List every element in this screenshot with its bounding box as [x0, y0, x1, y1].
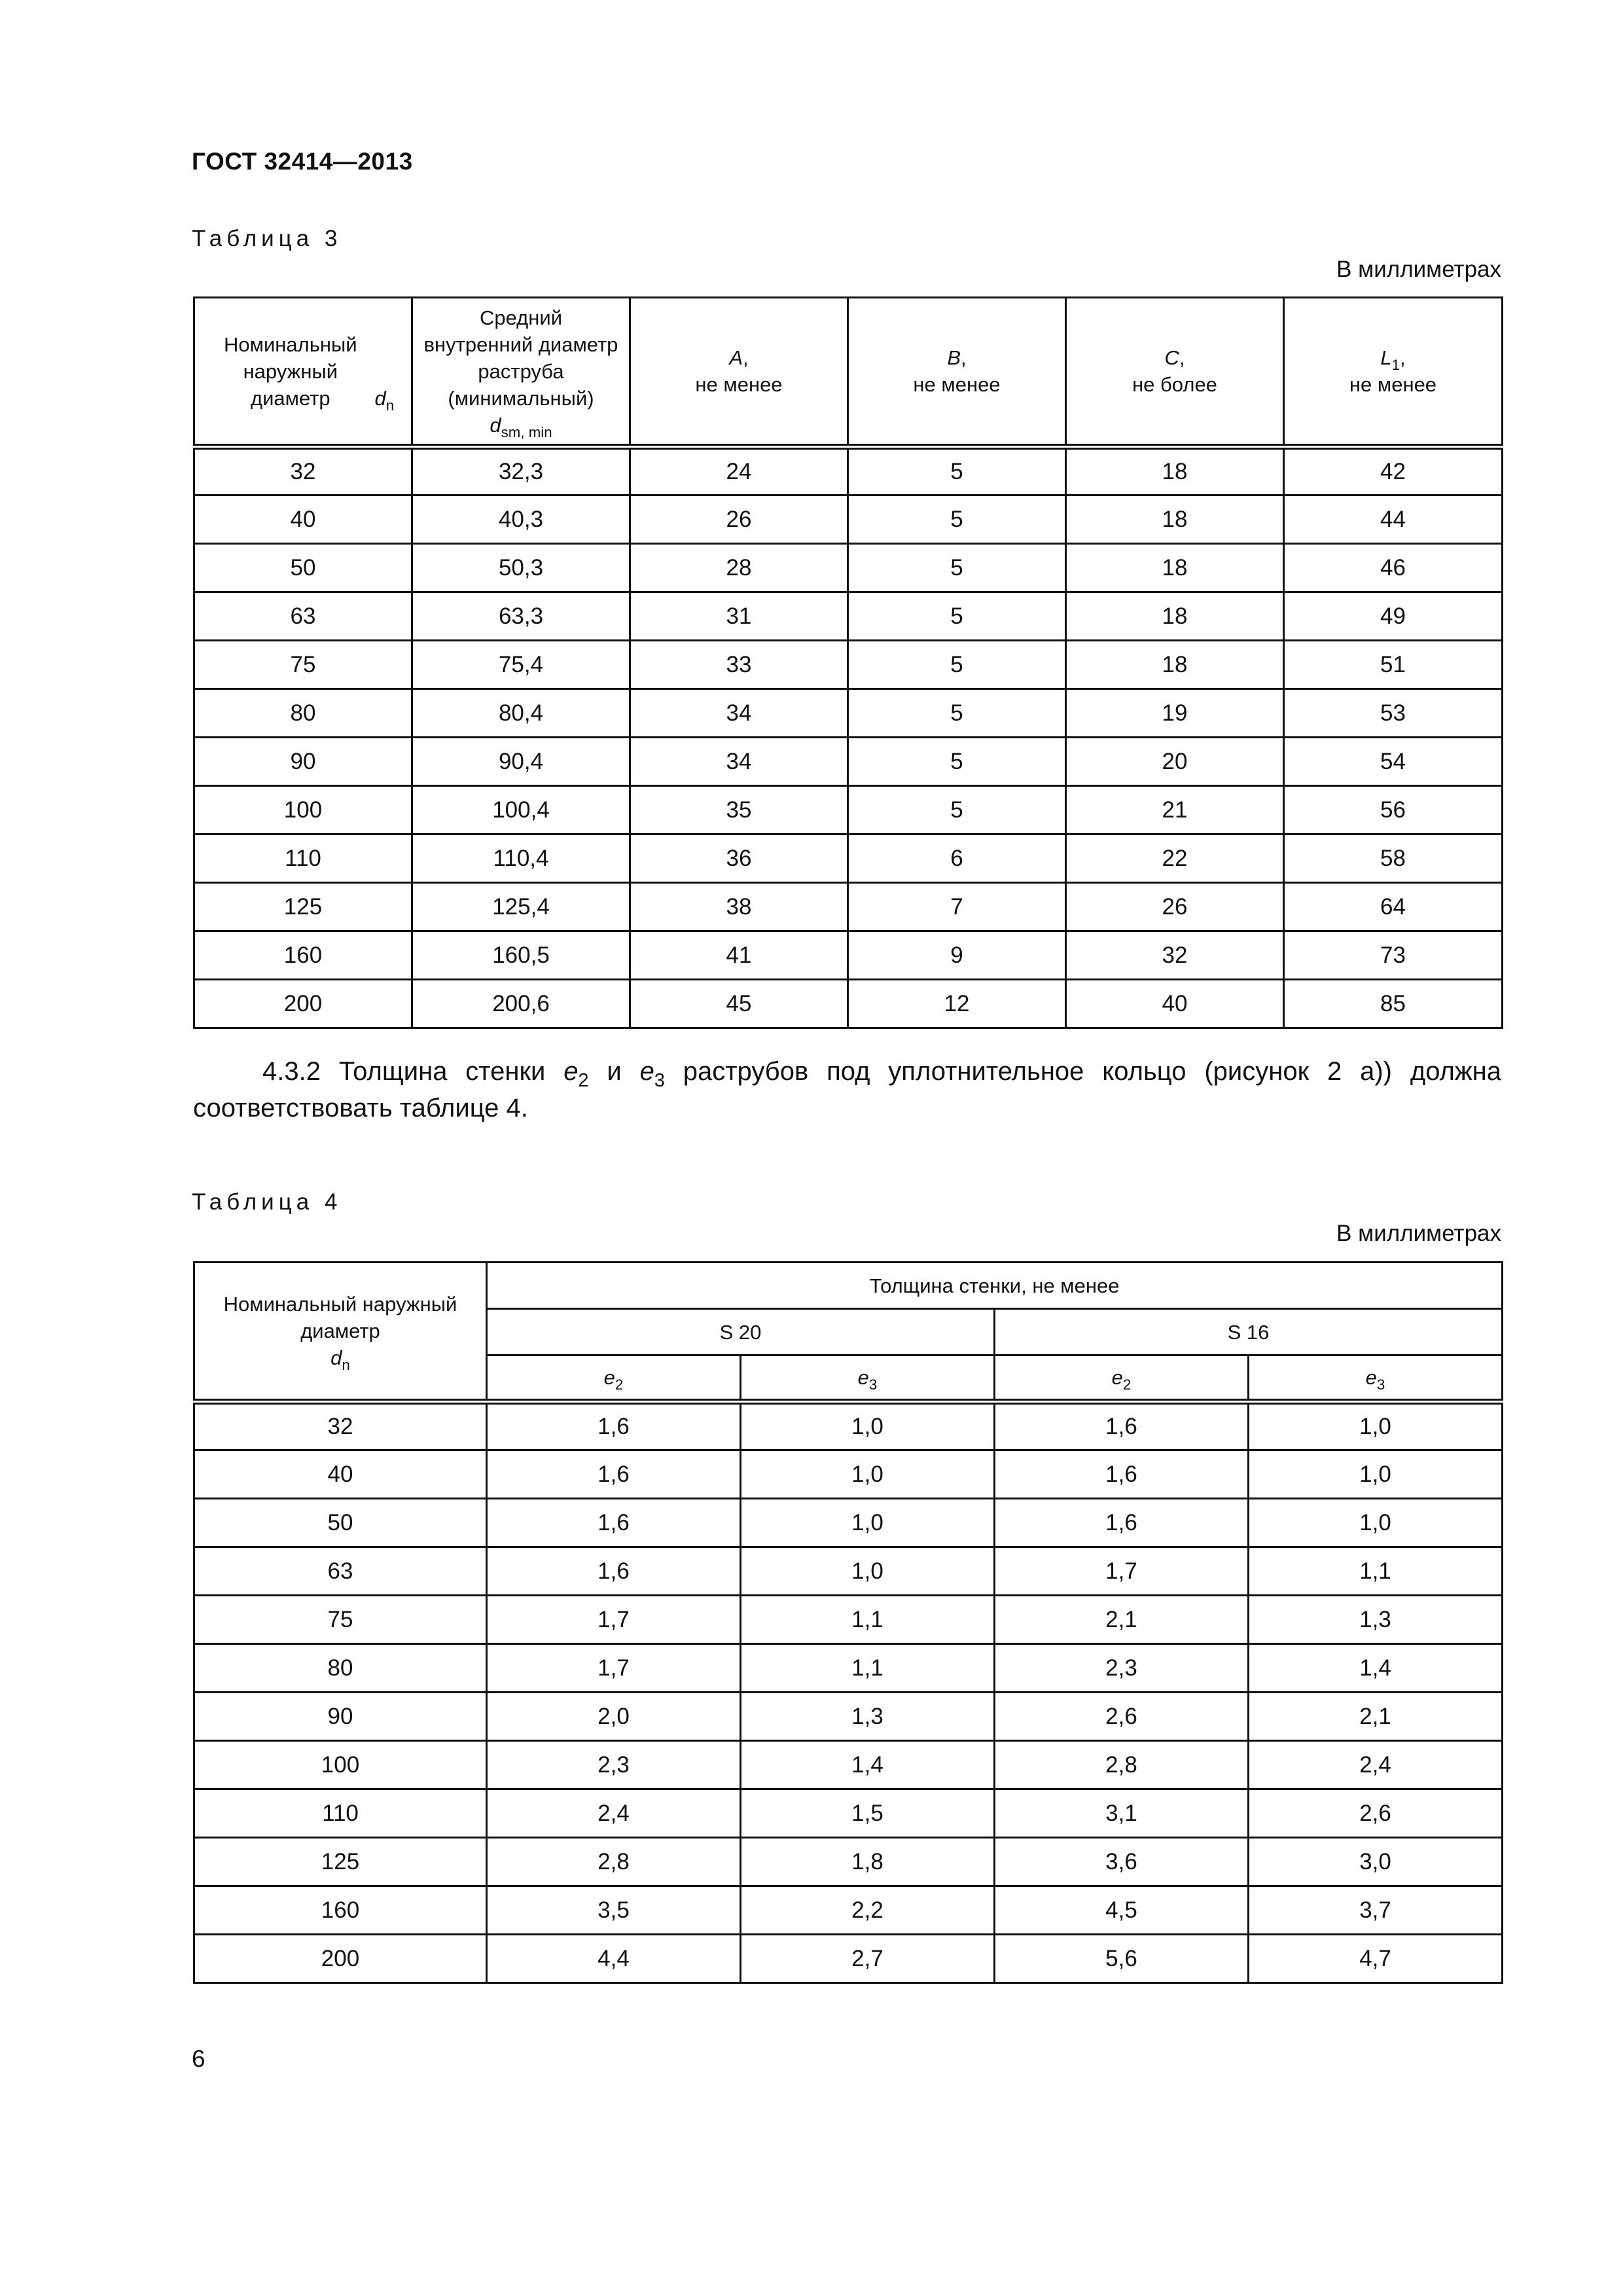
- table-cell: 2,3: [487, 1741, 741, 1789]
- table-cell: 5: [848, 495, 1066, 544]
- document-header: ГОСТ 32414—2013: [192, 148, 413, 175]
- table-cell: 50,3: [412, 544, 630, 592]
- table-cell: 5: [848, 738, 1066, 786]
- table-cell: 1,0: [741, 1547, 995, 1596]
- table-cell: 36: [630, 834, 848, 883]
- table-cell: 75,4: [412, 641, 630, 689]
- table-cell: 18: [1066, 641, 1284, 689]
- table-row: [194, 834, 1503, 883]
- table-cell: 1,3: [741, 1693, 995, 1741]
- table-cell: 1,0: [741, 1499, 995, 1547]
- table-cell: 2,4: [487, 1789, 741, 1838]
- table-cell: 110,4: [412, 834, 630, 883]
- table-row: [194, 1402, 1503, 1450]
- table-cell: 1,5: [741, 1789, 995, 1838]
- table-row: [194, 592, 1503, 641]
- table-cell: 34: [630, 689, 848, 738]
- table-cell: 1,0: [1249, 1499, 1503, 1547]
- table-row: [194, 1644, 1503, 1693]
- table4-header-wall-thickness: Толщина стенки, не менее: [487, 1263, 1503, 1309]
- table-cell: 125: [194, 883, 412, 931]
- table-cell: 1,0: [1249, 1402, 1503, 1450]
- table-cell: 40: [1066, 980, 1284, 1028]
- table-cell: 50: [194, 1499, 487, 1547]
- table-cell: 4,7: [1249, 1935, 1503, 1983]
- table-row: [194, 883, 1503, 931]
- table-cell: 5: [848, 592, 1066, 641]
- table-row: [194, 1693, 1503, 1741]
- table-cell: 1,4: [741, 1741, 995, 1789]
- table-cell: 160: [194, 1886, 487, 1935]
- table-cell: 1,6: [995, 1499, 1249, 1547]
- table-cell: 49: [1284, 592, 1503, 641]
- table-cell: 35: [630, 786, 848, 834]
- table-row: [194, 641, 1503, 689]
- table4-header-s16: S 16: [995, 1309, 1503, 1355]
- table-cell: 75: [194, 1596, 487, 1644]
- table3-header-l1: $L_1$, не менее: [1284, 298, 1503, 447]
- table-cell: 160: [194, 931, 412, 980]
- table-cell: 5: [848, 786, 1066, 834]
- table-cell: 41: [630, 931, 848, 980]
- table-row: [194, 1741, 1503, 1789]
- table-cell: 3,6: [995, 1838, 1249, 1886]
- table-cell: 33: [630, 641, 848, 689]
- table-cell: 5: [848, 689, 1066, 738]
- table-cell: 2,6: [1249, 1789, 1503, 1838]
- table-cell: 1,1: [1249, 1547, 1503, 1596]
- table-cell: 73: [1284, 931, 1503, 980]
- table3-body: [194, 447, 1503, 1028]
- table-cell: 9: [848, 931, 1066, 980]
- table-cell: 1,4: [1249, 1644, 1503, 1693]
- table3-header-b: B, не менее: [848, 298, 1066, 447]
- table-cell: 3,7: [1249, 1886, 1503, 1935]
- table-cell: 63: [194, 592, 412, 641]
- table-cell: 18: [1066, 544, 1284, 592]
- header-text: Средний внутренний диаметр раструба (минимальный): [423, 306, 618, 410]
- table-cell: 34: [630, 738, 848, 786]
- table-cell: 18: [1066, 495, 1284, 544]
- table3-header-c: C, не более: [1066, 298, 1284, 447]
- table-row: [194, 1499, 1503, 1547]
- table-cell: 1,0: [1249, 1450, 1503, 1499]
- table-cell: 1,6: [487, 1547, 741, 1596]
- table-cell: 1,7: [487, 1596, 741, 1644]
- table-cell: 18: [1066, 592, 1284, 641]
- table3-header-mean-inner-diameter: Средний внутренний диаметр раструба (минимальный) $d_{sm, min}$: [412, 298, 630, 447]
- table-cell: 1,1: [741, 1596, 995, 1644]
- table-cell: 21: [1066, 786, 1284, 834]
- table4-header-s20: S 20: [487, 1309, 995, 1355]
- table-cell: 2,1: [1249, 1693, 1503, 1741]
- table-cell: 40,3: [412, 495, 630, 544]
- table-cell: 80: [194, 689, 412, 738]
- table-row: [194, 1547, 1503, 1596]
- table-cell: 64: [1284, 883, 1503, 931]
- table-row: [194, 495, 1503, 544]
- table-cell: 110: [194, 1789, 487, 1838]
- table-cell: 18: [1066, 447, 1284, 495]
- table-cell: 2,3: [995, 1644, 1249, 1693]
- table-cell: 160,5: [412, 931, 630, 980]
- table-cell: 1,0: [741, 1402, 995, 1450]
- table-cell: 1,6: [487, 1499, 741, 1547]
- table-cell: 26: [1066, 883, 1284, 931]
- table3-header-a: A, не менее: [630, 298, 848, 447]
- table-cell: 2,8: [995, 1741, 1249, 1789]
- table-cell: 31: [630, 592, 848, 641]
- table-cell: 1,8: [741, 1838, 995, 1886]
- table-cell: 40: [194, 495, 412, 544]
- header-text: Номинальный наружный диаметр: [223, 1293, 457, 1342]
- table-cell: 90: [194, 1693, 487, 1741]
- table-row: [194, 1450, 1503, 1499]
- table-cell: 32: [194, 1402, 487, 1450]
- table-cell: 90,4: [412, 738, 630, 786]
- page-number: 6: [192, 2045, 205, 2072]
- table-cell: 22: [1066, 834, 1284, 883]
- table-cell: 51: [1284, 641, 1503, 689]
- table4-units: В миллиметрах: [1336, 1221, 1501, 1246]
- table-row: [194, 1838, 1503, 1886]
- table4-body: [194, 1402, 1503, 1983]
- table4-caption: Таблица 4: [192, 1189, 342, 1215]
- table-row: [194, 1789, 1503, 1838]
- table-cell: 63: [194, 1547, 487, 1596]
- table-cell: 50: [194, 544, 412, 592]
- table-cell: 200: [194, 1935, 487, 1983]
- table-row: [194, 980, 1503, 1028]
- table4-header-nominal-diameter: Номинальный наружный диаметр $d_n$: [194, 1263, 487, 1402]
- table-cell: 100: [194, 786, 412, 834]
- table-cell: 5: [848, 447, 1066, 495]
- table-row: [194, 1935, 1503, 1983]
- table-cell: 1,6: [487, 1450, 741, 1499]
- table-cell: 110: [194, 834, 412, 883]
- table-cell: 125,4: [412, 883, 630, 931]
- table-cell: 44: [1284, 495, 1503, 544]
- table-cell: 58: [1284, 834, 1503, 883]
- table-row: [194, 1886, 1503, 1935]
- table-cell: 100: [194, 1741, 487, 1789]
- table-cell: 2,7: [741, 1935, 995, 1983]
- table-cell: 2,0: [487, 1693, 741, 1741]
- table4-header-s16-e3: $e_3$: [1249, 1355, 1503, 1402]
- table-cell: 2,2: [741, 1886, 995, 1935]
- table-cell: 2,4: [1249, 1741, 1503, 1789]
- table-cell: 53: [1284, 689, 1503, 738]
- table-cell: 42: [1284, 447, 1503, 495]
- table-cell: 28: [630, 544, 848, 592]
- table-cell: 90: [194, 738, 412, 786]
- table-cell: 1,6: [995, 1450, 1249, 1499]
- table-cell: 85: [1284, 980, 1503, 1028]
- table3: [193, 296, 1503, 1029]
- table-cell: 20: [1066, 738, 1284, 786]
- paragraph-4-3-2: 4.3.2 Толщина стенки $e_2$ и $e_3$ раструбов под уплотнительное кольцо (рисунок 2 а)) должна соответствовать таблице 4.: [193, 1057, 1501, 1122]
- table-row: [194, 931, 1503, 980]
- table-cell: 200,6: [412, 980, 630, 1028]
- table-cell: 80,4: [412, 689, 630, 738]
- table4-header-s20-e2: $e_2$: [487, 1355, 741, 1402]
- table-cell: 100,4: [412, 786, 630, 834]
- table-cell: 2,8: [487, 1838, 741, 1886]
- table-cell: 54: [1284, 738, 1503, 786]
- table3-units: В миллиметрах: [1336, 257, 1501, 282]
- table-cell: 45: [630, 980, 848, 1028]
- table-cell: 4,4: [487, 1935, 741, 1983]
- table4: [193, 1261, 1503, 1984]
- table-cell: 32,3: [412, 447, 630, 495]
- table-cell: 40: [194, 1450, 487, 1499]
- table-cell: 80: [194, 1644, 487, 1693]
- table-cell: 6: [848, 834, 1066, 883]
- table-cell: 1,3: [1249, 1596, 1503, 1644]
- table-cell: 5: [848, 641, 1066, 689]
- table-row: [194, 544, 1503, 592]
- table-cell: 46: [1284, 544, 1503, 592]
- table-row: [194, 689, 1503, 738]
- table-cell: 2,1: [995, 1596, 1249, 1644]
- table-cell: 1,6: [487, 1402, 741, 1450]
- table-cell: 1,1: [741, 1644, 995, 1693]
- table-cell: 1,7: [995, 1547, 1249, 1596]
- table4-header-s16-e2: $e_2$: [995, 1355, 1249, 1402]
- table3-header-nominal-diameter: Номинальный наружный диаметр $d_n$: [194, 298, 412, 447]
- table-cell: 32: [1066, 931, 1284, 980]
- table-cell: 38: [630, 883, 848, 931]
- table-cell: 3,5: [487, 1886, 741, 1935]
- table-row: [194, 786, 1503, 834]
- table-cell: 3,0: [1249, 1838, 1503, 1886]
- table-cell: 2,6: [995, 1693, 1249, 1741]
- table-cell: 1,6: [995, 1402, 1249, 1450]
- table-cell: 26: [630, 495, 848, 544]
- table-cell: 5: [848, 544, 1066, 592]
- table-cell: 1,7: [487, 1644, 741, 1693]
- table-row: [194, 447, 1503, 495]
- header-text: Номинальный наружный диаметр: [224, 332, 357, 410]
- table-cell: 19: [1066, 689, 1284, 738]
- table-cell: 5,6: [995, 1935, 1249, 1983]
- table-cell: 12: [848, 980, 1066, 1028]
- table-row: [194, 738, 1503, 786]
- table-cell: 32: [194, 447, 412, 495]
- table-row: [194, 1596, 1503, 1644]
- table-cell: 4,5: [995, 1886, 1249, 1935]
- table-cell: 3,1: [995, 1789, 1249, 1838]
- table-cell: 24: [630, 447, 848, 495]
- table4-header-s20-e3: $e_3$: [741, 1355, 995, 1402]
- table-cell: 63,3: [412, 592, 630, 641]
- table-cell: 56: [1284, 786, 1503, 834]
- table-cell: 200: [194, 980, 412, 1028]
- table-cell: 1,0: [741, 1450, 995, 1499]
- table-cell: 125: [194, 1838, 487, 1886]
- table3-caption: Таблица 3: [192, 226, 342, 251]
- table-cell: 7: [848, 883, 1066, 931]
- table-cell: 75: [194, 641, 412, 689]
